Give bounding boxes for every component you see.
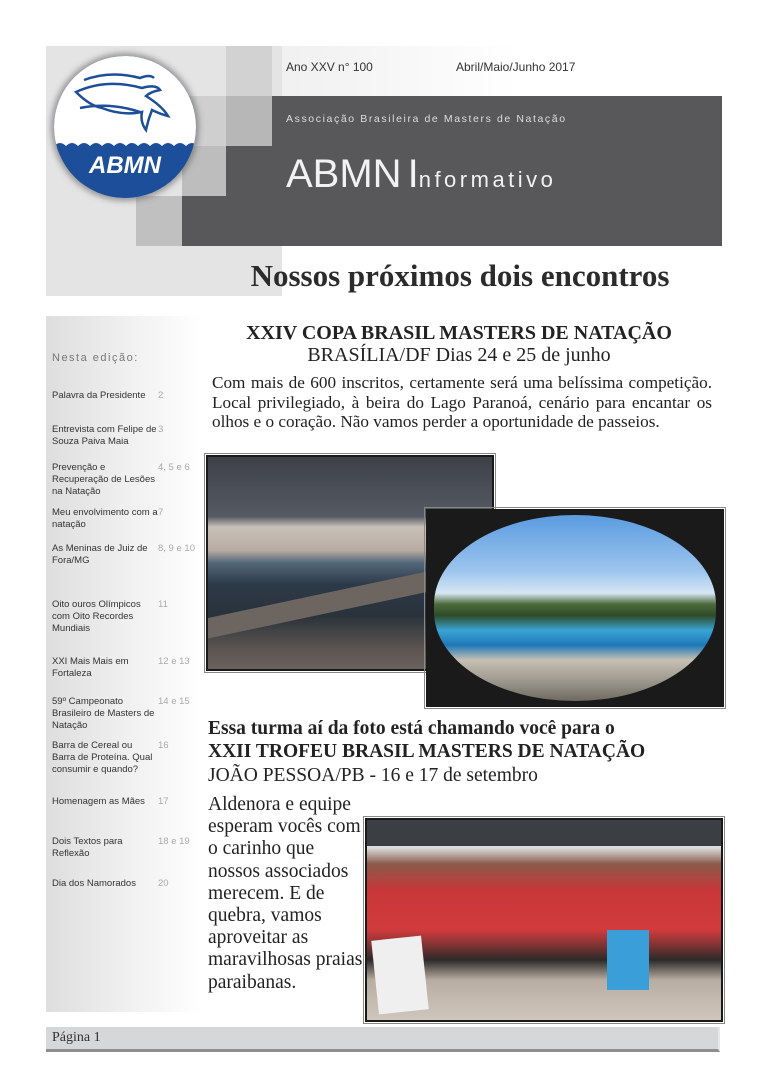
header-dark-panel-step — [182, 196, 272, 246]
toc-item[interactable] — [52, 543, 202, 567]
toc-item[interactable] — [52, 696, 202, 732]
toc-page: 14 e 15 — [158, 696, 190, 707]
toc-item[interactable] — [52, 656, 202, 680]
toc-item[interactable] — [52, 740, 202, 776]
abmn-logo — [54, 56, 196, 198]
photo-detail — [607, 930, 649, 990]
outdoor-pool-photo — [426, 509, 724, 707]
toc-page: 4, 5 e 6 — [158, 462, 190, 473]
page-footer — [46, 1027, 720, 1052]
article1-body: Com mais de 600 inscritos, certamente será uma belíssima competição. Local privilegiado, à beira do Lago Paranoá, cenário para encantar os olhos e o coração. Não vamos perder a oportunidade de passeios. — [212, 373, 712, 431]
sidebar-title: Nesta edição: — [52, 352, 139, 364]
toc-item[interactable] — [52, 462, 202, 498]
pool-deck — [206, 570, 437, 644]
toc-label: Dia dos Namorados — [52, 878, 136, 889]
mosaic-square — [226, 96, 272, 146]
toc-item[interactable] — [52, 507, 202, 531]
toc-item[interactable] — [52, 390, 202, 402]
toc-page: 12 e 13 — [158, 656, 190, 667]
title-main: ABMN — [286, 152, 402, 196]
newsletter-title — [286, 152, 556, 197]
photo-roof — [367, 820, 721, 846]
toc-label: Entrevista com Felipe de Souza Paiva Maia — [52, 424, 157, 447]
toc-page: 2 — [158, 390, 164, 401]
page-number: Página 1 — [52, 1030, 101, 1045]
fisheye-pool-view — [434, 515, 716, 701]
issue-date: Abril/Maio/Junho 2017 — [456, 60, 576, 74]
toc-page: 20 — [158, 878, 169, 889]
toc-item[interactable] — [52, 599, 202, 635]
toc-page: 3 — [158, 424, 164, 435]
toc-label: Meu envolvimento com a natação — [52, 507, 158, 530]
toc-item[interactable] — [52, 424, 202, 448]
toc-label: As Meninas de Juiz de Fora/MG — [52, 543, 148, 566]
association-name: Associação Brasileira de Masters de Natação — [286, 113, 567, 125]
toc-label: Prevenção e Recuperação de Lesões na Natação — [52, 462, 155, 497]
toc-item[interactable] — [52, 878, 202, 890]
team-group-photo — [365, 818, 723, 1022]
toc-label: Oito ouros Olímpicos com Oito Recordes Mundiais — [52, 599, 141, 634]
mosaic-square — [226, 46, 272, 96]
toc-label: Dois Textos para Reflexão — [52, 836, 123, 859]
issue-number: Ano XXV n° 100 — [286, 60, 373, 74]
article1-title: XXIV COPA BRASIL MASTERS DE NATAÇÃO — [246, 322, 672, 344]
toc-item[interactable] — [52, 836, 202, 860]
article2-title: XXII TROFEU BRASIL MASTERS DE NATAÇÃO — [208, 741, 646, 762]
photo-banner — [371, 936, 428, 1015]
article2-subtitle: JOÃO PESSOA/PB - 16 e 17 de setembro — [208, 765, 538, 786]
toc-page: 7 — [158, 507, 164, 518]
toc-label: Barra de Cereal ou Barra de Proteína. Qual consumir e quando? — [52, 740, 153, 775]
header-dark-panel-step — [226, 146, 272, 196]
article2-intro: Essa turma aí da foto está chamando você para o — [208, 718, 615, 739]
toc-label: Homenagem as Mães — [52, 796, 145, 807]
toc-label: Palavra da Presidente — [52, 390, 146, 401]
article1-subtitle: BRASÍLIA/DF Dias 24 e 25 de junho — [307, 344, 611, 366]
title-initial: I — [407, 152, 419, 196]
mosaic-square — [136, 196, 182, 246]
toc-page: 18 e 19 — [158, 836, 190, 847]
toc-label: XXI Mais Mais em Fortaleza — [52, 656, 129, 679]
toc-page: 17 — [158, 796, 169, 807]
toc-label: 59º Campeonato Brasileiro de Masters de Natação — [52, 696, 155, 731]
toc-item[interactable] — [52, 796, 202, 808]
toc-page: 11 — [158, 599, 168, 610]
article2-body: Aldenora e equipe esperam vocês com o carinho que nossos associados merecem. E de quebra, vamos aproveitar as maravilhosas praias paraibanas. — [208, 794, 363, 993]
title-rest: nformativo — [418, 167, 557, 192]
logo-text: ABMN — [89, 152, 161, 179]
toc-page: 8, 9 e 10 — [158, 543, 195, 554]
toc-page: 16 — [158, 740, 169, 751]
page-headline: Nossos próximos dois encontros — [250, 258, 670, 293]
